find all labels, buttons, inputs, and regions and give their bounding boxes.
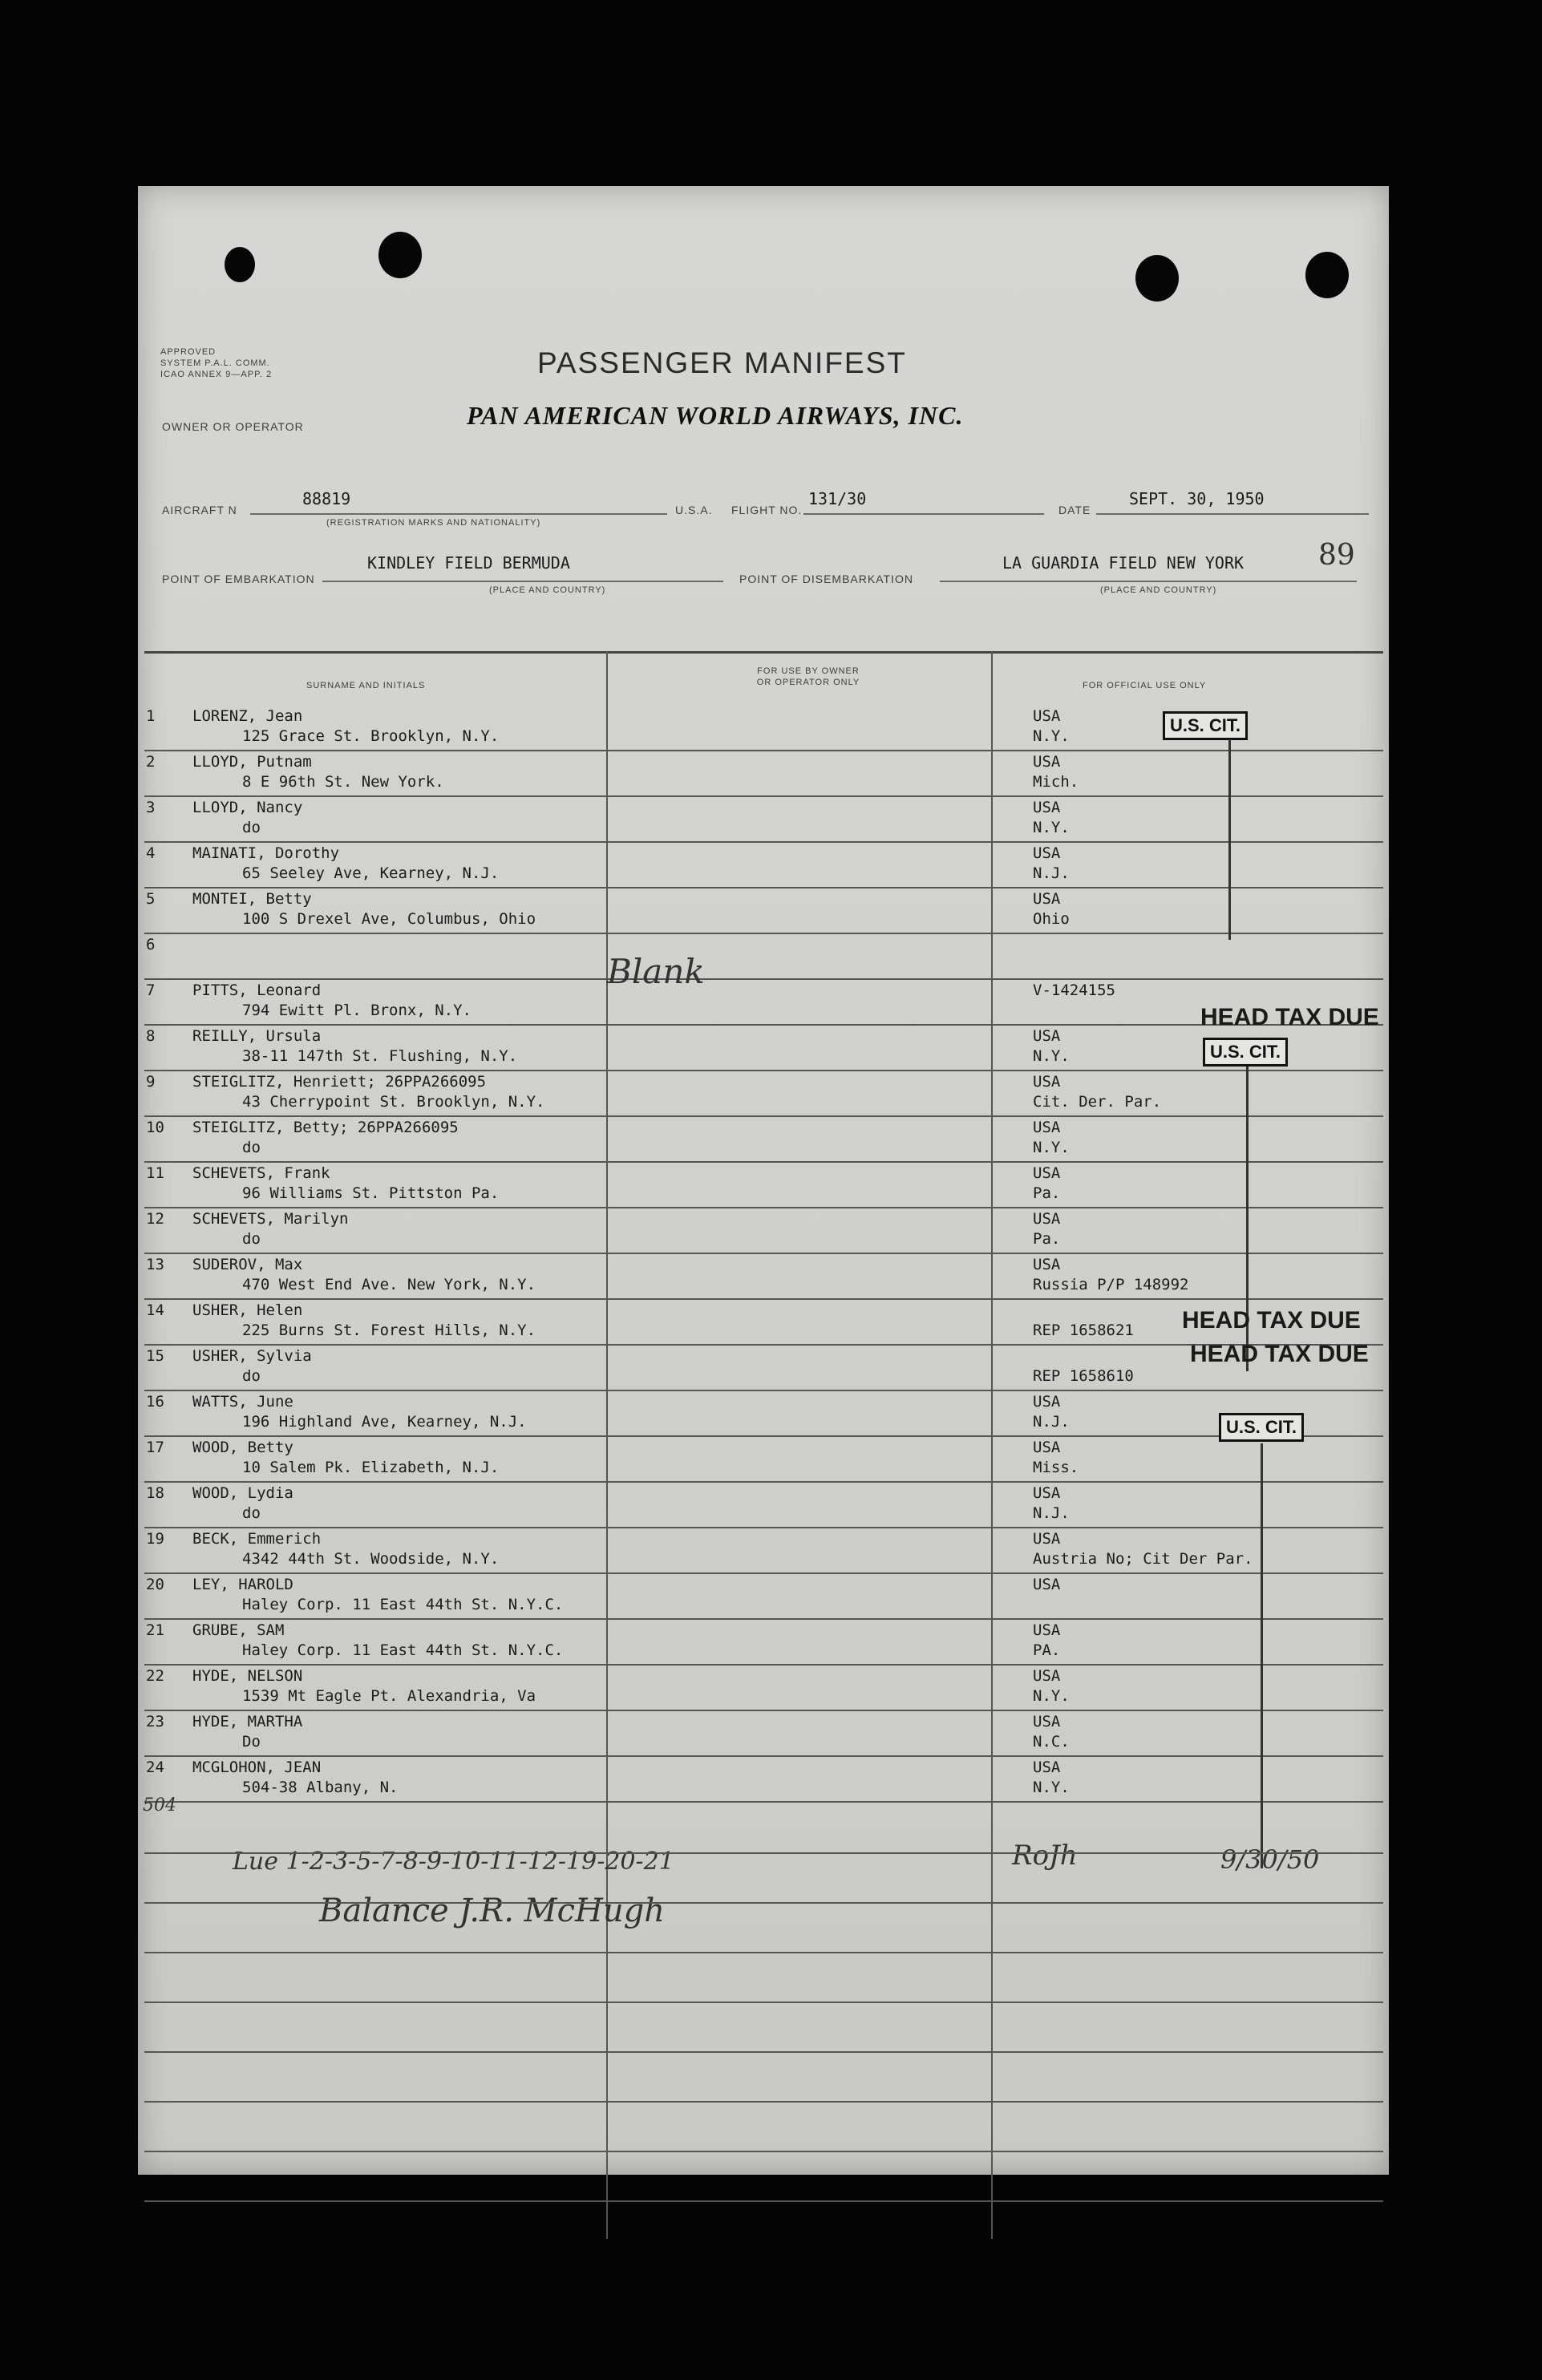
passenger-name: BECK, Emmerich	[192, 1530, 322, 1548]
handwritten-date: 9/30/50	[1220, 1844, 1320, 1875]
aircraft-label: AIRCRAFT N	[162, 504, 237, 516]
table-row	[138, 1117, 1389, 1163]
aircraft-value: 88819	[302, 489, 351, 508]
signature: Balance J.R. McHugh	[319, 1892, 665, 1929]
official-line-2: Pa.	[1033, 1184, 1061, 1202]
col-owner-header-line: FOR USE BY OWNER	[757, 666, 860, 676]
table-row	[138, 1437, 1389, 1483]
owner-label: OWNER OR OPERATOR	[162, 420, 304, 433]
official-line-1: USA	[1033, 1164, 1061, 1182]
official-line-2: N.J.	[1033, 1413, 1070, 1431]
table-top-rule	[144, 651, 1383, 654]
official-line-1: USA	[1033, 1576, 1061, 1593]
passenger-address: 10 Salem Pk. Elizabeth, N.J.	[242, 1459, 500, 1476]
form-title: PASSENGER MANIFEST	[537, 346, 907, 379]
passenger-address: do	[242, 819, 261, 836]
row-number: 15	[146, 1347, 164, 1365]
row-number: 9	[146, 1073, 156, 1091]
flight-value: 131/30	[808, 489, 867, 508]
passenger-address: Haley Corp. 11 East 44th St. N.Y.C.	[242, 1641, 564, 1659]
passenger-name: LEY, HAROLD	[192, 1576, 293, 1593]
passenger-address: do	[242, 1230, 261, 1248]
official-line-2: Austria No; Cit Der Par.	[1033, 1550, 1253, 1568]
row-number: 1	[146, 707, 156, 725]
table-row	[138, 1711, 1389, 1757]
blank-note: Blank	[607, 952, 705, 991]
col-official-header: FOR OFFICIAL USE ONLY	[1083, 681, 1207, 690]
row-number: 8	[146, 1027, 156, 1045]
passenger-address: 4342 44th St. Woodside, N.Y.	[242, 1550, 500, 1568]
head-tax-stamp: HEAD TAX DUE	[1182, 1307, 1361, 1334]
official-line-1: USA	[1033, 844, 1061, 862]
passenger-name: USHER, Sylvia	[192, 1347, 312, 1365]
empty-row-rule	[144, 2101, 1383, 2103]
passenger-address: 794 Ewitt Pl. Bronx, N.Y.	[242, 1002, 472, 1019]
row-number: 7	[146, 982, 156, 999]
airline-name: PAN AMERICAN WORLD AIRWAYS, INC.	[467, 401, 964, 430]
margin-number: 504	[143, 1795, 176, 1815]
line-numbers-note: Lue 1-2-3-5-7-8-9-10-11-12-19-20-21	[233, 1848, 674, 1876]
empty-row-rule	[144, 2151, 1383, 2152]
row-number: 4	[146, 844, 156, 862]
official-line-1: USA	[1033, 1073, 1061, 1091]
row-number: 24	[146, 1759, 164, 1776]
passenger-name: SCHEVETS, Frank	[192, 1164, 330, 1182]
official-line-1: USA	[1033, 1256, 1061, 1273]
passenger-name: SCHEVETS, Marilyn	[192, 1210, 349, 1228]
table-row	[138, 1026, 1389, 1071]
row-number: 6	[146, 936, 156, 953]
punch-hole	[378, 232, 422, 278]
official-line-1: USA	[1033, 1621, 1061, 1639]
table-row	[138, 1483, 1389, 1528]
passenger-name: MCGLOHON, JEAN	[192, 1759, 322, 1776]
empty-row-rule	[144, 2051, 1383, 2053]
passenger-name: GRUBE, SAM	[192, 1621, 285, 1639]
passenger-address: 125 Grace St. Brooklyn, N.Y.	[242, 727, 500, 745]
empty-row-rule	[144, 2002, 1383, 2003]
row-number: 20	[146, 1576, 164, 1593]
official-line-2: N.Y.	[1033, 819, 1070, 836]
passenger-address: do	[242, 1504, 261, 1522]
official-line-2: N.Y.	[1033, 1687, 1070, 1705]
punch-hole	[1305, 252, 1349, 298]
passenger-name: LLOYD, Nancy	[192, 799, 303, 816]
table-row	[138, 1666, 1389, 1711]
row-number: 11	[146, 1164, 164, 1182]
table-row	[138, 1574, 1389, 1620]
row-number: 13	[146, 1256, 164, 1273]
passenger-address: 43 Cherrypoint St. Brooklyn, N.Y.	[242, 1093, 545, 1111]
approval-line: ICAO ANNEX 9—APP. 2	[160, 370, 273, 379]
official-line-2: N.Y.	[1033, 1139, 1070, 1156]
official-line-2: Russia P/P 148992	[1033, 1276, 1189, 1293]
official-line-2: Cit. Der. Par.	[1033, 1093, 1162, 1111]
official-line-2: N.Y.	[1033, 727, 1070, 745]
head-tax-stamp: HEAD TAX DUE	[1190, 1341, 1369, 1367]
passenger-address: 225 Burns St. Forest Hills, N.Y.	[242, 1322, 536, 1339]
passenger-address: 504-38 Albany, N.	[242, 1779, 399, 1796]
official-line-1: USA	[1033, 1119, 1061, 1136]
punch-hole	[225, 247, 255, 282]
passenger-address: 1539 Mt Eagle Pt. Alexandria, Va	[242, 1687, 536, 1705]
passenger-name: STEIGLITZ, Henriett; 26PPA266095	[192, 1073, 487, 1091]
row-number: 17	[146, 1439, 164, 1456]
passenger-address: do	[242, 1367, 261, 1385]
row-number: 18	[146, 1484, 164, 1502]
table-row	[138, 1254, 1389, 1300]
official-line-2: Mich.	[1033, 773, 1079, 791]
place-note: (PLACE AND COUNTRY)	[489, 585, 606, 595]
passenger-address: 100 S Drexel Ave, Columbus, Ohio	[242, 910, 536, 928]
passenger-name: SUDEROV, Max	[192, 1256, 303, 1273]
stamp-bracket	[1228, 739, 1231, 940]
empty-row-rule	[144, 1952, 1383, 1953]
official-line-2: N.C.	[1033, 1733, 1070, 1751]
official-line-1: USA	[1033, 799, 1061, 816]
page-number: 89	[1318, 539, 1355, 572]
empty-row-rule	[144, 2200, 1383, 2202]
place-note: (PLACE AND COUNTRY)	[1100, 585, 1217, 595]
passenger-name: REILLY, Ursula	[192, 1027, 322, 1045]
official-line-2: PA.	[1033, 1641, 1061, 1659]
row-number: 10	[146, 1119, 164, 1136]
us-cit-stamp: U.S. CIT.	[1203, 1038, 1288, 1067]
passenger-name: STEIGLITZ, Betty; 26PPA266095	[192, 1119, 459, 1136]
passenger-name: LLOYD, Putnam	[192, 753, 312, 771]
official-line-1: USA	[1033, 1530, 1061, 1548]
approval-line: SYSTEM P.A.L. COMM.	[160, 358, 270, 368]
official-line-2: Miss.	[1033, 1459, 1079, 1476]
table-row	[138, 843, 1389, 888]
passenger-name: HYDE, MARTHA	[192, 1713, 303, 1730]
official-line-1: USA	[1033, 1667, 1061, 1685]
date-value: SEPT. 30, 1950	[1129, 489, 1265, 508]
manifest-page	[138, 186, 1389, 2175]
punch-hole	[1135, 255, 1179, 302]
passenger-name: MAINATI, Dorothy	[192, 844, 340, 862]
initials: RoJh	[1012, 1840, 1078, 1872]
passenger-address: Do	[242, 1733, 261, 1751]
disembark-label: POINT OF DISEMBARKATION	[739, 573, 913, 585]
head-tax-stamp: HEAD TAX DUE	[1200, 1004, 1379, 1030]
stamp-bracket	[1261, 1443, 1263, 1868]
table-row	[138, 1208, 1389, 1254]
table-row	[138, 1528, 1389, 1574]
passenger-name: WOOD, Betty	[192, 1439, 293, 1456]
flight-label: FLIGHT NO.	[731, 504, 803, 516]
official-line-2: N.Y.	[1033, 1047, 1070, 1065]
official-line-1: USA	[1033, 1393, 1061, 1411]
table-row	[138, 1163, 1389, 1208]
passenger-name: MONTEI, Betty	[192, 890, 312, 908]
usa-label: U.S.A.	[675, 504, 713, 516]
passenger-address: 470 West End Ave. New York, N.Y.	[242, 1276, 536, 1293]
official-line-2: Ohio	[1033, 910, 1070, 928]
passenger-name: HYDE, NELSON	[192, 1667, 303, 1685]
row-number: 19	[146, 1530, 164, 1548]
official-line-1: USA	[1033, 707, 1061, 725]
official-line-1: V-1424155	[1033, 982, 1115, 999]
col-surname-header: SURNAME AND INITIALS	[306, 681, 426, 690]
table-row	[138, 1071, 1389, 1117]
row-number: 16	[146, 1393, 164, 1411]
col-owner-header	[720, 666, 896, 688]
official-line-1: USA	[1033, 1484, 1061, 1502]
row-number: 3	[146, 799, 156, 816]
official-line-2: N.J.	[1033, 864, 1070, 882]
passenger-address: 196 Highland Ave, Kearney, N.J.	[242, 1413, 527, 1431]
col-owner-header-line: OR OPERATOR ONLY	[756, 678, 860, 687]
passenger-address: 96 Williams St. Pittston Pa.	[242, 1184, 500, 1202]
official-line-1: USA	[1033, 1210, 1061, 1228]
passenger-address: 65 Seeley Ave, Kearney, N.J.	[242, 864, 500, 882]
passenger-address: 8 E 96th St. New York.	[242, 773, 444, 791]
passenger-name: WOOD, Lydia	[192, 1484, 293, 1502]
embark-label: POINT OF EMBARKATION	[162, 573, 315, 585]
row-number: 5	[146, 890, 156, 908]
embark-value: KINDLEY FIELD BERMUDA	[367, 553, 570, 573]
table-row	[138, 1620, 1389, 1666]
table-row	[138, 888, 1389, 934]
passenger-name: WATTS, June	[192, 1393, 293, 1411]
us-cit-stamp: U.S. CIT.	[1163, 711, 1248, 740]
disembark-value: LA GUARDIA FIELD NEW YORK	[1002, 553, 1245, 573]
passenger-name: LORENZ, Jean	[192, 707, 303, 725]
passenger-address: do	[242, 1139, 261, 1156]
empty-row-rule	[144, 1902, 1383, 1904]
empty-row-rule	[144, 1852, 1383, 1854]
official-line-1: USA	[1033, 1759, 1061, 1776]
us-cit-stamp: U.S. CIT.	[1219, 1413, 1304, 1442]
official-line-2: REP 1658610	[1033, 1367, 1134, 1385]
row-number: 2	[146, 753, 156, 771]
official-line-2: N.J.	[1033, 1504, 1070, 1522]
passenger-name: USHER, Helen	[192, 1301, 303, 1319]
date-label: DATE	[1058, 504, 1091, 516]
approval-line: APPROVED	[160, 347, 217, 357]
table-row	[138, 751, 1389, 797]
row-number: 22	[146, 1667, 164, 1685]
passenger-name: PITTS, Leonard	[192, 982, 322, 999]
passenger-address: 38-11 147th St. Flushing, N.Y.	[242, 1047, 518, 1065]
row-number: 23	[146, 1713, 164, 1730]
row-number: 21	[146, 1621, 164, 1639]
row-number: 12	[146, 1210, 164, 1228]
registration-note: (REGISTRATION MARKS AND NATIONALITY)	[326, 518, 541, 528]
table-row	[138, 934, 1389, 980]
official-line-1: USA	[1033, 890, 1061, 908]
row-number: 14	[146, 1301, 164, 1319]
official-line-2: Pa.	[1033, 1230, 1061, 1248]
passenger-address: Haley Corp. 11 East 44th St. N.Y.C.	[242, 1596, 564, 1613]
official-line-2: REP 1658621	[1033, 1322, 1134, 1339]
official-line-1: USA	[1033, 1439, 1061, 1456]
approval-note	[160, 346, 272, 380]
table-row	[138, 1391, 1389, 1437]
official-line-1: USA	[1033, 753, 1061, 771]
official-line-1: USA	[1033, 1027, 1061, 1045]
table-row	[138, 1757, 1389, 1803]
table-row	[138, 797, 1389, 843]
official-line-2: N.Y.	[1033, 1779, 1070, 1796]
official-line-1: USA	[1033, 1713, 1061, 1730]
row-rule	[144, 1801, 1383, 1803]
